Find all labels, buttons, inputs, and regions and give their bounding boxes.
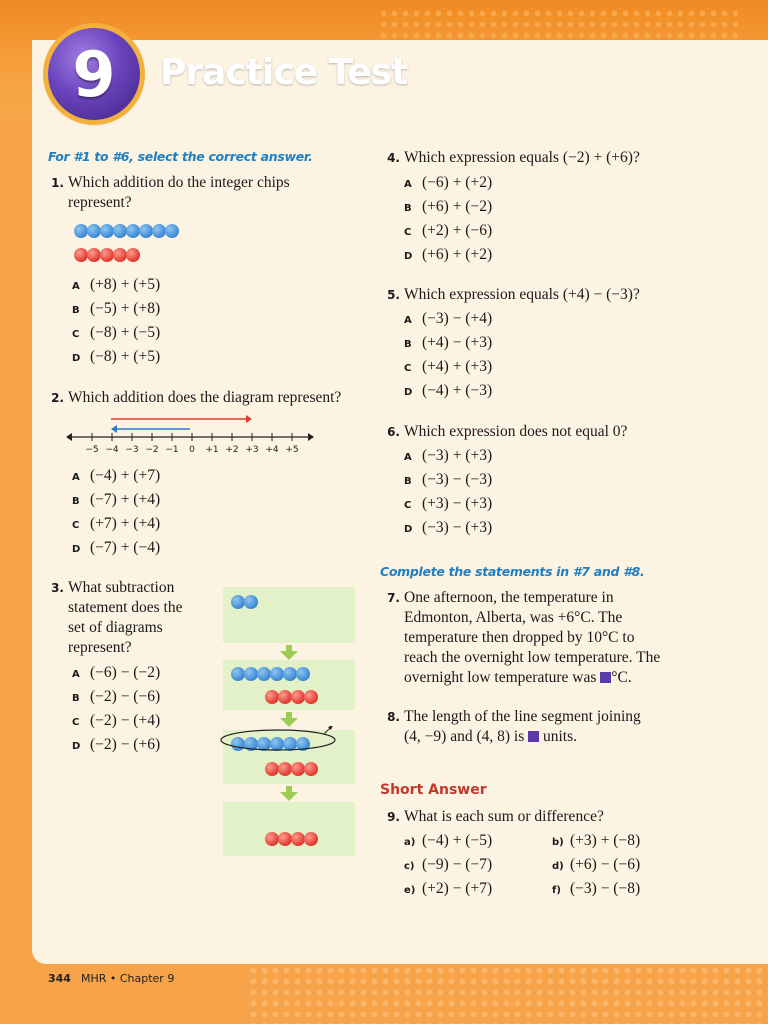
- chip-panel-2: [223, 660, 355, 710]
- option-text: (+8) + (+5): [90, 276, 161, 293]
- question-text: Edmonton, Alberta, was +6°C. The: [404, 609, 623, 626]
- question-5: [384, 285, 640, 305]
- question-text: set of diagrams: [68, 619, 163, 636]
- question-8: [384, 707, 641, 747]
- tick-label: +5: [285, 445, 299, 455]
- tick-label: +1: [205, 445, 219, 455]
- option-letter: A: [72, 669, 80, 680]
- question-text: statement does the: [68, 599, 183, 616]
- blue-chip: [126, 224, 140, 238]
- mc-instructions: For #1 to #6, select the correct answer.: [48, 149, 313, 164]
- option-text: (+3) − (+3): [422, 495, 493, 512]
- question-text: Which addition do the integer chips: [68, 174, 290, 191]
- item-text: (−9) − (−7): [422, 856, 493, 873]
- option-text: (+7) + (+4): [90, 515, 161, 532]
- red-chip: [265, 832, 279, 846]
- answer-option[interactable]: [72, 299, 160, 321]
- option-letter: A: [404, 315, 412, 326]
- blue-chip: [257, 667, 271, 681]
- answer-option[interactable]: [72, 663, 160, 685]
- option-letter: B: [404, 476, 412, 487]
- short-answer-item: [552, 855, 640, 877]
- answer-option[interactable]: [72, 538, 160, 560]
- answer-blank[interactable]: [528, 731, 539, 742]
- page-footer: [48, 972, 174, 985]
- option-text: (−3) − (+4): [422, 310, 493, 327]
- answer-option[interactable]: [404, 333, 492, 355]
- tick-label: −2: [145, 445, 159, 455]
- blue-chip: [113, 224, 127, 238]
- question-number: 4.: [387, 151, 400, 165]
- question-text: What subtraction: [68, 579, 175, 596]
- blue-chip: [231, 667, 245, 681]
- option-letter: B: [404, 203, 412, 214]
- short-answer-item: [404, 879, 492, 901]
- question-text: Which expression equals (−2) + (+6)?: [404, 149, 640, 166]
- question-1: [48, 173, 290, 213]
- question-number: 9.: [387, 810, 400, 824]
- option-text: (−3) − (−3): [422, 471, 493, 488]
- answer-blank[interactable]: [600, 672, 611, 683]
- question-number: 3.: [51, 581, 64, 595]
- complete-instructions: Complete the statements in #7 and #8.: [380, 564, 645, 579]
- answer-option[interactable]: [72, 275, 160, 297]
- answer-option[interactable]: [72, 735, 160, 757]
- red-chip: [304, 832, 318, 846]
- tick-label: +4: [265, 445, 279, 455]
- page-number: 344: [48, 972, 71, 985]
- short-answer-item: [552, 879, 640, 901]
- red-chip: [278, 832, 292, 846]
- question-text: overnight low temperature was: [404, 669, 601, 686]
- answer-option[interactable]: [72, 347, 160, 369]
- answer-option[interactable]: [404, 221, 492, 243]
- footer-dot-pattern: [248, 965, 768, 1024]
- axis-left-arrow: [66, 433, 72, 441]
- blue-chip: [139, 224, 153, 238]
- answer-option[interactable]: [404, 197, 492, 219]
- red-chip: [87, 248, 101, 262]
- option-text: (−2) − (−6): [90, 688, 161, 705]
- question-text: temperature then dropped by 10°C to: [404, 629, 635, 646]
- tick-label: −3: [125, 445, 139, 455]
- red-chip: [126, 248, 140, 262]
- option-letter: D: [404, 524, 413, 535]
- blue-chip: [87, 224, 101, 238]
- red-chip: [265, 690, 279, 704]
- option-letter: C: [404, 363, 412, 374]
- tick-label: −1: [165, 445, 179, 455]
- blue-chip-row: [231, 667, 309, 681]
- question-text: What is each sum or difference?: [404, 808, 604, 825]
- option-text: (+6) + (−2): [422, 198, 493, 215]
- answer-option[interactable]: [404, 494, 492, 516]
- question-text: Which expression does not equal 0?: [404, 423, 628, 440]
- option-text: (−4) + (+7): [90, 467, 161, 484]
- blue-chip-row: [74, 224, 178, 238]
- chapter-number: 9: [72, 37, 116, 111]
- option-letter: A: [404, 179, 412, 190]
- axis-right-arrow: [308, 433, 314, 441]
- red-chip: [113, 248, 127, 262]
- option-text: (−2) − (+6): [90, 736, 161, 753]
- tick-label: 0: [189, 445, 195, 455]
- tick-label: −5: [85, 445, 99, 455]
- question-text: The length of the line segment joining: [404, 708, 641, 725]
- red-chip: [291, 832, 305, 846]
- question-text: Which expression equals (+4) − (−3)?: [404, 286, 640, 303]
- blue-chip: [244, 667, 258, 681]
- question-text: One afternoon, the temperature in: [404, 589, 614, 606]
- option-text: (+4) − (+3): [422, 334, 493, 351]
- option-text: (−6) − (−2): [90, 664, 161, 681]
- option-letter: D: [72, 544, 81, 555]
- option-letter: D: [404, 251, 413, 262]
- answer-option[interactable]: [404, 173, 492, 195]
- option-letter: A: [72, 472, 80, 483]
- question-4: [384, 148, 640, 168]
- question-text: Which addition does the diagram represent?: [68, 389, 342, 406]
- flow-arrow: [280, 651, 298, 660]
- option-text: (−8) + (−5): [90, 324, 161, 341]
- question-3: [48, 578, 183, 658]
- option-letter: A: [404, 452, 412, 463]
- question-6: [384, 422, 627, 442]
- option-text: (−7) + (+4): [90, 491, 161, 508]
- red-chip-row: [74, 248, 139, 262]
- question-text: (4, −9) and (4, 8) is: [404, 728, 529, 745]
- short-answer-item: [404, 855, 492, 877]
- short-answer-heading: Short Answer: [380, 782, 487, 798]
- blue-chip: [100, 224, 114, 238]
- option-text: (−6) + (+2): [422, 174, 493, 191]
- red-chip-row: [265, 690, 317, 704]
- blue-chip: [270, 667, 284, 681]
- blue-chip: [231, 595, 245, 609]
- answer-option[interactable]: [72, 490, 160, 512]
- item-label: e): [404, 885, 416, 896]
- question-number: 1.: [51, 176, 64, 190]
- item-text: (+3) + (−8): [570, 832, 641, 849]
- question-text: represent?: [68, 639, 132, 656]
- number-line-diagram: [66, 410, 316, 458]
- option-text: (+6) + (+2): [422, 246, 493, 263]
- option-text: (−7) + (−4): [90, 539, 161, 556]
- red-chip: [291, 690, 305, 704]
- option-letter: C: [72, 329, 80, 340]
- question-9: [384, 807, 604, 827]
- item-text: (+6) − (−6): [570, 856, 641, 873]
- removal-loop: [220, 726, 344, 752]
- red-chip: [265, 762, 279, 776]
- option-letter: C: [72, 520, 80, 531]
- question-text: reach the overnight low temperature. The: [404, 649, 661, 666]
- red-chip: [100, 248, 114, 262]
- chip-panel-4: [223, 802, 355, 856]
- item-text: (−4) + (−5): [422, 832, 493, 849]
- option-letter: B: [404, 339, 412, 350]
- question-text: °C.: [611, 669, 632, 686]
- blue-chip: [152, 224, 166, 238]
- question-text: units.: [539, 728, 578, 745]
- question-number: 2.: [51, 391, 64, 405]
- answer-option[interactable]: [72, 514, 160, 536]
- answer-option[interactable]: [72, 711, 160, 733]
- answer-option[interactable]: [404, 245, 492, 267]
- chip-panel-3: [223, 730, 355, 784]
- chip-panel-1: [223, 587, 355, 643]
- answer-option[interactable]: [72, 466, 160, 488]
- red-chip: [278, 690, 292, 704]
- footer-text: MHR • Chapter 9: [80, 972, 175, 985]
- red-chip-row: [265, 832, 317, 846]
- option-text: (−2) − (+4): [90, 712, 161, 729]
- option-letter: C: [72, 717, 80, 728]
- option-text: (−4) + (−3): [422, 382, 493, 399]
- item-text: (−3) − (−8): [570, 880, 641, 897]
- item-label: b): [552, 837, 564, 848]
- option-text: (+4) + (+3): [422, 358, 493, 375]
- red-chip: [304, 762, 318, 776]
- option-letter: A: [72, 281, 80, 292]
- blue-chip: [296, 667, 310, 681]
- short-answer-item: [404, 831, 492, 853]
- option-text: (+2) + (−6): [422, 222, 493, 239]
- page-title: Practice Test: [160, 52, 408, 93]
- item-label: d): [552, 861, 564, 872]
- item-label: c): [404, 861, 415, 872]
- option-letter: D: [72, 741, 81, 752]
- red-chip: [74, 248, 88, 262]
- tick-label: +3: [245, 445, 259, 455]
- short-answer-item: [552, 831, 640, 853]
- tick-label: −4: [105, 445, 119, 455]
- red-chip: [304, 690, 318, 704]
- option-text: (−3) − (+3): [422, 519, 493, 536]
- option-letter: D: [404, 387, 413, 398]
- answer-option[interactable]: [404, 446, 492, 468]
- option-letter: B: [72, 305, 80, 316]
- blue-chip: [283, 667, 297, 681]
- item-label: a): [404, 837, 416, 848]
- question-number: 6.: [387, 425, 400, 439]
- option-text: (−3) + (+3): [422, 447, 493, 464]
- blue-arrow-head: [111, 425, 117, 433]
- question-7: [384, 588, 660, 688]
- answer-option[interactable]: [404, 518, 492, 540]
- tick-label: +2: [225, 445, 239, 455]
- question-number: 7.: [387, 591, 400, 605]
- option-text: (−8) + (+5): [90, 348, 161, 365]
- question-number: 5.: [387, 288, 400, 302]
- answer-option[interactable]: [404, 357, 492, 379]
- question-2: [48, 388, 341, 408]
- item-label: f): [552, 885, 561, 896]
- answer-option[interactable]: [72, 687, 160, 709]
- blue-chip: [244, 595, 258, 609]
- option-letter: B: [72, 496, 80, 507]
- flow-arrow: [280, 792, 298, 801]
- option-letter: C: [404, 227, 412, 238]
- question-number: 8.: [387, 710, 400, 724]
- blue-chip: [74, 224, 88, 238]
- answer-option[interactable]: [72, 323, 160, 345]
- red-chip-row: [265, 762, 317, 776]
- question-text: represent?: [68, 194, 132, 211]
- answer-option[interactable]: [404, 470, 492, 492]
- item-text: (+2) − (+7): [422, 880, 493, 897]
- red-arrow-head: [246, 415, 252, 423]
- option-letter: C: [404, 500, 412, 511]
- red-chip: [291, 762, 305, 776]
- option-letter: B: [72, 693, 80, 704]
- answer-option[interactable]: [404, 309, 492, 331]
- chapter-badge: [48, 28, 140, 120]
- answer-option[interactable]: [404, 381, 492, 403]
- blue-chip: [165, 224, 179, 238]
- blue-chip-row: [231, 595, 257, 609]
- option-letter: D: [72, 353, 81, 364]
- red-chip: [278, 762, 292, 776]
- option-text: (−5) + (+8): [90, 300, 161, 317]
